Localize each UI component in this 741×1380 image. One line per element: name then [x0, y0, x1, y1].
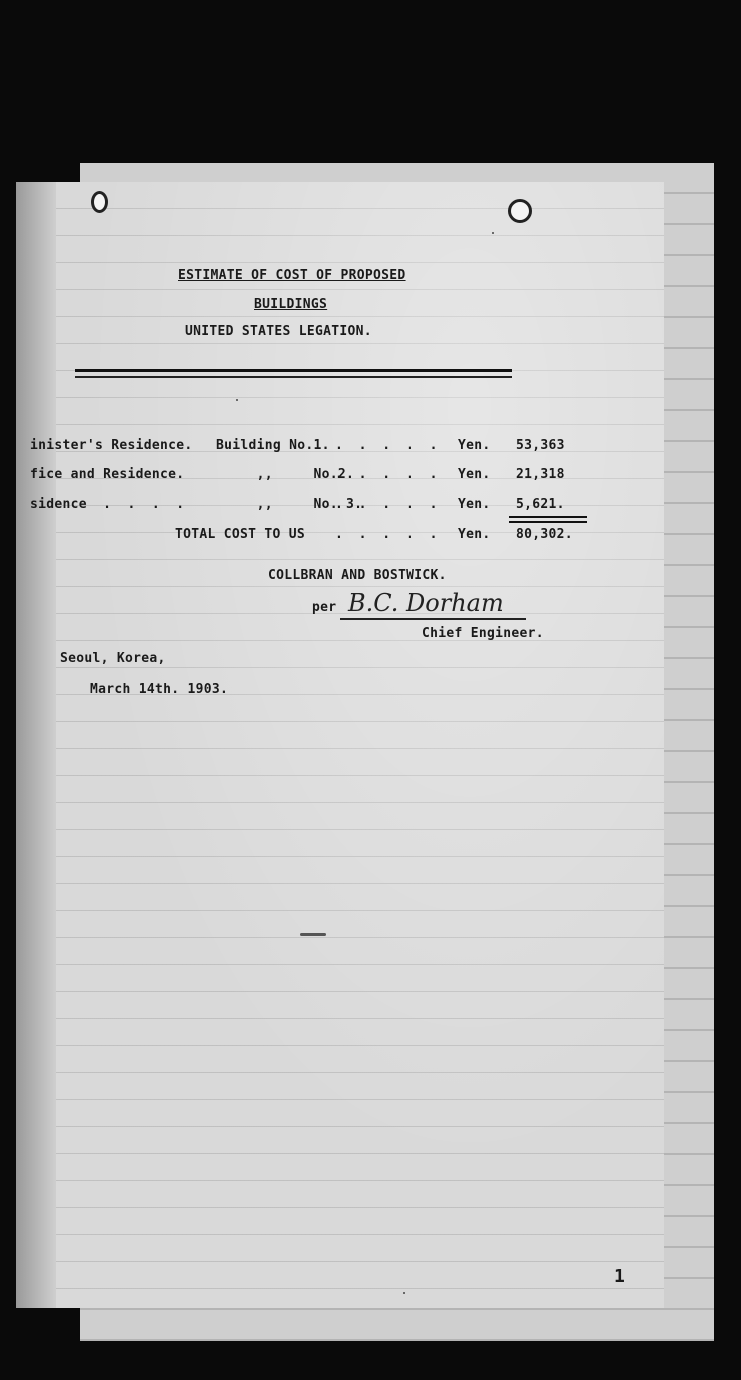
title-line-2: BUILDINGS	[254, 297, 328, 312]
signer-title: Chief Engineer.	[422, 626, 544, 641]
ink-speck	[492, 232, 494, 234]
heading-rule-secondary	[75, 376, 512, 378]
document-page	[16, 182, 664, 1308]
total-currency: Yen.	[458, 527, 491, 542]
page-number: 1	[614, 1266, 625, 1287]
row-label: fice and Residence.	[30, 467, 185, 482]
total-amount: 80,302.	[516, 527, 573, 542]
sum-rule	[509, 516, 587, 518]
row-building: ,, No.2.	[216, 467, 355, 482]
ink-speck	[403, 1292, 405, 1294]
punch-hole-left	[91, 191, 108, 213]
row-dots: . . . . .	[335, 438, 442, 453]
title-line-3: UNITED STATES LEGATION.	[185, 324, 372, 339]
handwritten-signature: B.C. Dorham	[340, 586, 526, 620]
date-line: March 14th. 1903.	[90, 682, 229, 697]
row-label: sidence . . . .	[30, 497, 185, 512]
per-label: per	[312, 600, 337, 615]
title-line-1: ESTIMATE OF COST OF PROPOSED	[178, 268, 406, 283]
row-amount: 21,318	[516, 467, 565, 482]
heading-rule	[75, 369, 512, 372]
row-amount: 53,363	[516, 438, 565, 453]
row-dots: . . . . .	[335, 467, 442, 482]
punch-hole-right	[508, 199, 532, 223]
row-amount: 5,621.	[516, 497, 565, 512]
total-label: TOTAL COST TO US	[175, 527, 306, 542]
row-building: Building No.1.	[216, 438, 330, 453]
page-edge-shadow	[16, 182, 56, 1308]
row-label: inister's Residence.	[30, 438, 193, 453]
ink-speck	[236, 399, 238, 401]
ink-mark	[300, 933, 326, 936]
sum-rule-double	[509, 521, 587, 523]
total-dots: . . . . .	[335, 527, 442, 542]
row-dots: . . . . .	[335, 497, 442, 512]
row-currency: Yen.	[458, 438, 491, 453]
place-line: Seoul, Korea,	[60, 651, 166, 666]
row-currency: Yen.	[458, 497, 491, 512]
row-building: ,, No. 3.	[216, 497, 363, 512]
company-name: COLLBRAN AND BOSTWICK.	[268, 568, 447, 583]
row-currency: Yen.	[458, 467, 491, 482]
